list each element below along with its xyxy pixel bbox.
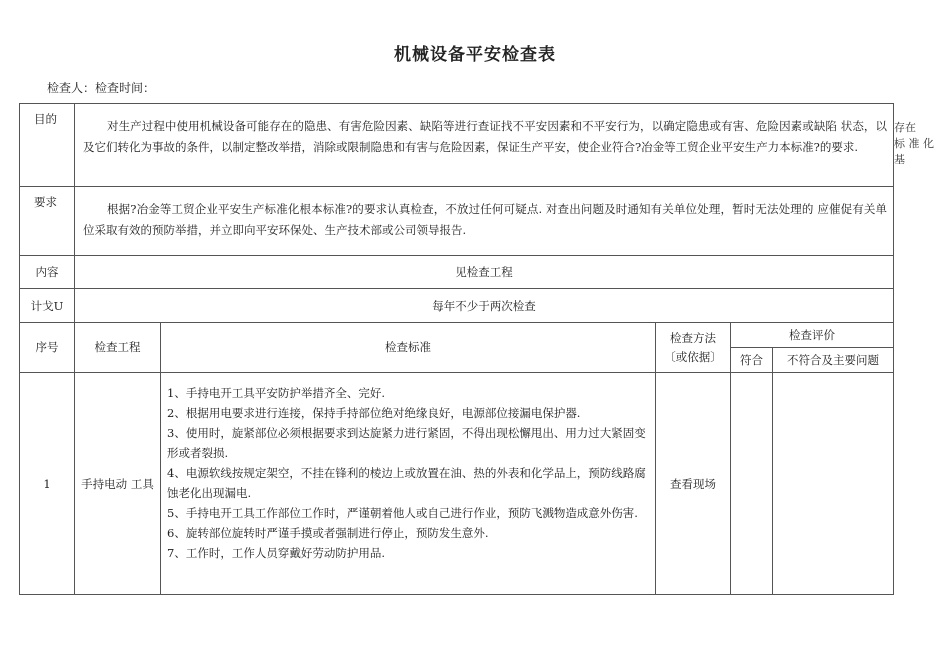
requirement-label: 要求 bbox=[20, 187, 75, 256]
row-standards bbox=[161, 373, 656, 595]
side-note-line: 基 bbox=[894, 153, 905, 166]
document-title: 机械设备平安检查表 bbox=[394, 45, 556, 65]
side-note bbox=[894, 120, 950, 168]
purpose-text: 对生产过程中使用机械设备可能存在的隐患、有害危险因素、缺陷等进行查证找不平安因素和不平安行为，以确定隐患或有害、危险因素或缺陷 状态，以及它们转化为事故的条件，以制定整改举措，消除或限制隐患和有害与危险因素，保证生产平安，使企业符合?冶金等工贸企业平安生产力本标准?的要求. bbox=[75, 104, 894, 187]
row-seq: 1 bbox=[20, 373, 75, 595]
table-row bbox=[20, 373, 894, 595]
row-method: 查看现场 bbox=[656, 373, 731, 595]
method-header-title: 检查方法 bbox=[670, 330, 716, 345]
conform-header: 符合 bbox=[731, 348, 773, 373]
content-row bbox=[20, 256, 894, 289]
evaluation-header: 检查评价 bbox=[731, 323, 894, 348]
standard-item: 4、电源软线按规定架空，不挂在锋利的棱边上或放置在油、热的外表和化学品上，预防线路腐蚀老化出现漏电. bbox=[167, 466, 646, 500]
method-header-sub: 〔或依据〕 bbox=[664, 349, 722, 364]
purpose-row bbox=[20, 104, 894, 187]
row-nonconform[interactable] bbox=[773, 373, 894, 595]
side-note-line: 存在 bbox=[894, 121, 916, 134]
row-item: 手持电动 工具 bbox=[75, 373, 161, 595]
standard-item: 3、使用时，旋紧部位必须根据要求到达旋紧力进行紧固，不得出现松懈甩出、用力过大紧固变形或者裂损. bbox=[167, 426, 646, 460]
plan-row bbox=[20, 289, 894, 323]
content-label: 内容 bbox=[20, 256, 75, 289]
item-header: 检查工程 bbox=[75, 323, 161, 373]
plan-label: 计戈U bbox=[20, 289, 75, 323]
side-note-line: 标 准 化 bbox=[894, 137, 934, 150]
method-header bbox=[656, 323, 731, 373]
standard-header: 检查标准 bbox=[161, 323, 656, 373]
standard-item: 2、根据用电要求进行连接，保持手持部位绝对绝缘良好，电源部位接漏电保护器. bbox=[167, 406, 581, 420]
plan-value: 每年不少于两次检查 bbox=[75, 289, 894, 323]
standard-item: 1、手持电开工具平安防护举措齐全、完好. bbox=[167, 386, 385, 400]
standard-item: 6、旋转部位旋转时严谨手摸或者强制进行停止，预防发生意外. bbox=[167, 526, 489, 540]
standard-item: 7、工作时，工作人员穿戴好劳动防护用品. bbox=[167, 546, 385, 560]
inspection-table bbox=[19, 103, 894, 595]
nonconform-header: 不符合及主要问题 bbox=[773, 348, 894, 373]
seq-header: 序号 bbox=[20, 323, 75, 373]
standard-item: 5、手持电开工具工作部位工作时，严谨朝着他人或自己进行作业，预防飞溅物造成意外伤害. bbox=[167, 506, 638, 520]
row-conform[interactable] bbox=[731, 373, 773, 595]
inspector-line: 检查人：检查时间： bbox=[47, 81, 156, 95]
purpose-label: 目的 bbox=[20, 104, 75, 187]
content-value: 见检查工程 bbox=[75, 256, 894, 289]
requirement-row bbox=[20, 187, 894, 256]
requirement-text: 根据?冶金等工贸企业平安生产标准化根本标准?的要求认真检查，不放过任何可疑点. 对查出问题及时通知有关单位处理，暂时无法处理的 应催促有关单位采取有效的预防举措，并立即向平安环保处、生产技术部或公司领导报告. bbox=[75, 187, 894, 256]
header-row bbox=[20, 323, 894, 348]
